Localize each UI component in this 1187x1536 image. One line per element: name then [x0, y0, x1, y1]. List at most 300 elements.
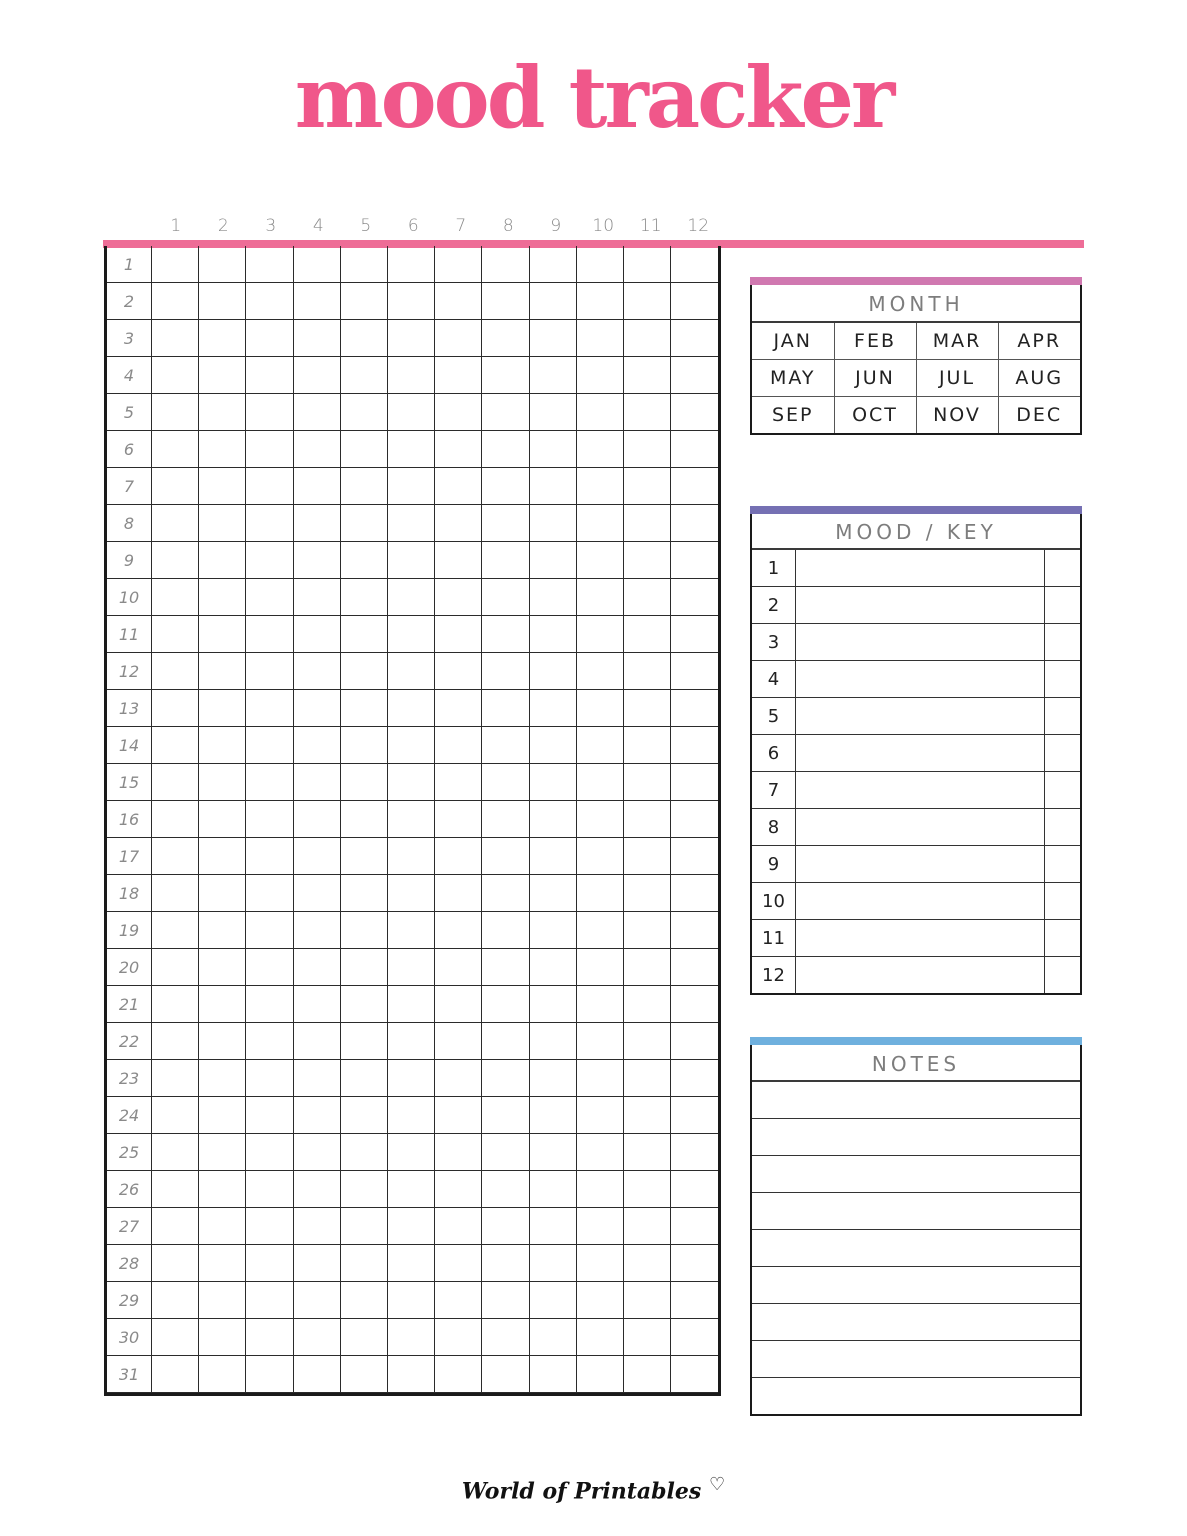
mood-cell[interactable] — [482, 357, 529, 394]
mood-cell[interactable] — [152, 1319, 199, 1356]
mood-cell[interactable] — [435, 764, 482, 801]
mood-key-description[interactable] — [796, 735, 1045, 772]
mood-cell[interactable] — [624, 394, 671, 431]
mood-cell[interactable] — [529, 431, 576, 468]
mood-cell[interactable] — [199, 579, 246, 616]
mood-cell[interactable] — [246, 801, 293, 838]
mood-cell[interactable] — [576, 986, 623, 1023]
mood-cell[interactable] — [435, 579, 482, 616]
mood-cell[interactable] — [482, 690, 529, 727]
mood-cell[interactable] — [152, 1245, 199, 1282]
mood-key-description[interactable] — [796, 846, 1045, 883]
mood-cell[interactable] — [435, 394, 482, 431]
mood-cell[interactable] — [152, 1134, 199, 1171]
mood-cell[interactable] — [152, 468, 199, 505]
mood-cell[interactable] — [482, 1171, 529, 1208]
mood-cell[interactable] — [152, 1060, 199, 1097]
mood-cell[interactable] — [435, 1023, 482, 1060]
mood-key-color-swatch[interactable] — [1045, 661, 1081, 698]
month-cell[interactable]: FEB — [834, 323, 916, 360]
mood-cell[interactable] — [340, 579, 387, 616]
mood-cell[interactable] — [199, 1134, 246, 1171]
mood-cell[interactable] — [624, 320, 671, 357]
mood-cell[interactable] — [199, 357, 246, 394]
mood-cell[interactable] — [152, 505, 199, 542]
month-cell[interactable]: DEC — [998, 397, 1080, 434]
mood-cell[interactable] — [671, 320, 718, 357]
mood-cell[interactable] — [246, 838, 293, 875]
mood-cell[interactable] — [199, 1171, 246, 1208]
mood-cell[interactable] — [435, 542, 482, 579]
mood-cell[interactable] — [388, 283, 435, 320]
mood-cell[interactable] — [246, 1171, 293, 1208]
mood-cell[interactable] — [529, 1282, 576, 1319]
mood-cell[interactable] — [435, 1097, 482, 1134]
mood-cell[interactable] — [529, 246, 576, 283]
mood-cell[interactable] — [671, 246, 718, 283]
mood-cell[interactable] — [482, 986, 529, 1023]
mood-key-description[interactable] — [796, 661, 1045, 698]
mood-cell[interactable] — [388, 653, 435, 690]
mood-cell[interactable] — [576, 1023, 623, 1060]
mood-cell[interactable] — [293, 394, 340, 431]
mood-cell[interactable] — [246, 986, 293, 1023]
mood-cell[interactable] — [246, 1282, 293, 1319]
mood-cell[interactable] — [152, 653, 199, 690]
mood-cell[interactable] — [152, 1097, 199, 1134]
mood-cell[interactable] — [340, 838, 387, 875]
mood-cell[interactable] — [340, 1060, 387, 1097]
mood-cell[interactable] — [529, 394, 576, 431]
mood-cell[interactable] — [340, 431, 387, 468]
mood-cell[interactable] — [152, 579, 199, 616]
month-cell[interactable]: OCT — [834, 397, 916, 434]
mood-cell[interactable] — [388, 431, 435, 468]
mood-cell[interactable] — [388, 949, 435, 986]
mood-cell[interactable] — [576, 1356, 623, 1393]
mood-cell[interactable] — [671, 1097, 718, 1134]
mood-cell[interactable] — [293, 986, 340, 1023]
mood-key-color-swatch[interactable] — [1045, 772, 1081, 809]
mood-cell[interactable] — [529, 986, 576, 1023]
mood-cell[interactable] — [199, 616, 246, 653]
mood-cell[interactable] — [246, 1134, 293, 1171]
mood-key-color-swatch[interactable] — [1045, 624, 1081, 661]
mood-cell[interactable] — [199, 1060, 246, 1097]
mood-cell[interactable] — [340, 727, 387, 764]
mood-cell[interactable] — [624, 505, 671, 542]
mood-cell[interactable] — [246, 653, 293, 690]
mood-cell[interactable] — [624, 357, 671, 394]
mood-cell[interactable] — [388, 468, 435, 505]
mood-cell[interactable] — [624, 1208, 671, 1245]
mood-cell[interactable] — [671, 1134, 718, 1171]
mood-cell[interactable] — [246, 431, 293, 468]
mood-cell[interactable] — [199, 394, 246, 431]
mood-cell[interactable] — [671, 986, 718, 1023]
mood-cell[interactable] — [199, 1282, 246, 1319]
mood-cell[interactable] — [293, 357, 340, 394]
mood-cell[interactable] — [435, 1208, 482, 1245]
mood-cell[interactable] — [152, 1023, 199, 1060]
mood-cell[interactable] — [529, 1134, 576, 1171]
notes-line[interactable] — [752, 1082, 1080, 1118]
mood-cell[interactable] — [340, 394, 387, 431]
month-cell[interactable]: AUG — [998, 360, 1080, 397]
mood-cell[interactable] — [624, 1060, 671, 1097]
mood-cell[interactable] — [340, 1097, 387, 1134]
month-cell[interactable]: MAY — [752, 360, 834, 397]
mood-key-description[interactable] — [796, 624, 1045, 661]
notes-line[interactable] — [752, 1118, 1080, 1155]
mood-cell[interactable] — [671, 727, 718, 764]
mood-cell[interactable] — [388, 542, 435, 579]
mood-cell[interactable] — [671, 875, 718, 912]
mood-cell[interactable] — [624, 764, 671, 801]
mood-cell[interactable] — [199, 283, 246, 320]
mood-cell[interactable] — [482, 875, 529, 912]
mood-cell[interactable] — [152, 1282, 199, 1319]
mood-cell[interactable] — [152, 320, 199, 357]
mood-cell[interactable] — [293, 542, 340, 579]
mood-cell[interactable] — [435, 875, 482, 912]
mood-cell[interactable] — [482, 1356, 529, 1393]
mood-cell[interactable] — [482, 949, 529, 986]
mood-cell[interactable] — [293, 1282, 340, 1319]
mood-cell[interactable] — [435, 1356, 482, 1393]
mood-cell[interactable] — [529, 542, 576, 579]
mood-cell[interactable] — [529, 1023, 576, 1060]
mood-cell[interactable] — [624, 875, 671, 912]
mood-cell[interactable] — [199, 1208, 246, 1245]
mood-cell[interactable] — [435, 357, 482, 394]
mood-cell[interactable] — [246, 616, 293, 653]
mood-cell[interactable] — [388, 690, 435, 727]
mood-cell[interactable] — [671, 1245, 718, 1282]
mood-cell[interactable] — [152, 986, 199, 1023]
mood-cell[interactable] — [340, 542, 387, 579]
mood-cell[interactable] — [482, 912, 529, 949]
mood-cell[interactable] — [246, 764, 293, 801]
mood-cell[interactable] — [199, 1097, 246, 1134]
mood-cell[interactable] — [293, 468, 340, 505]
mood-cell[interactable] — [340, 283, 387, 320]
mood-cell[interactable] — [199, 542, 246, 579]
mood-cell[interactable] — [293, 320, 340, 357]
mood-cell[interactable] — [482, 764, 529, 801]
mood-cell[interactable] — [340, 690, 387, 727]
mood-cell[interactable] — [671, 616, 718, 653]
mood-cell[interactable] — [529, 912, 576, 949]
mood-cell[interactable] — [246, 690, 293, 727]
mood-cell[interactable] — [293, 616, 340, 653]
mood-cell[interactable] — [293, 912, 340, 949]
mood-cell[interactable] — [576, 1245, 623, 1282]
mood-cell[interactable] — [340, 1245, 387, 1282]
mood-key-color-swatch[interactable] — [1045, 550, 1081, 587]
mood-cell[interactable] — [671, 505, 718, 542]
month-cell[interactable]: APR — [998, 323, 1080, 360]
mood-cell[interactable] — [576, 283, 623, 320]
mood-cell[interactable] — [340, 764, 387, 801]
mood-cell[interactable] — [152, 838, 199, 875]
mood-cell[interactable] — [435, 801, 482, 838]
mood-cell[interactable] — [293, 690, 340, 727]
mood-cell[interactable] — [340, 616, 387, 653]
mood-cell[interactable] — [671, 1319, 718, 1356]
mood-cell[interactable] — [671, 542, 718, 579]
month-cell[interactable]: JUN — [834, 360, 916, 397]
mood-cell[interactable] — [624, 1356, 671, 1393]
mood-cell[interactable] — [435, 912, 482, 949]
mood-cell[interactable] — [388, 764, 435, 801]
mood-cell[interactable] — [246, 727, 293, 764]
mood-key-description[interactable] — [796, 883, 1045, 920]
mood-cell[interactable] — [340, 505, 387, 542]
mood-cell[interactable] — [435, 1245, 482, 1282]
mood-cell[interactable] — [388, 616, 435, 653]
mood-cell[interactable] — [340, 357, 387, 394]
mood-cell[interactable] — [388, 1282, 435, 1319]
mood-cell[interactable] — [435, 505, 482, 542]
mood-cell[interactable] — [340, 986, 387, 1023]
mood-cell[interactable] — [576, 616, 623, 653]
mood-cell[interactable] — [293, 246, 340, 283]
mood-cell[interactable] — [388, 838, 435, 875]
mood-cell[interactable] — [293, 1245, 340, 1282]
mood-cell[interactable] — [293, 875, 340, 912]
mood-cell[interactable] — [293, 764, 340, 801]
mood-cell[interactable] — [246, 1245, 293, 1282]
mood-cell[interactable] — [435, 1282, 482, 1319]
mood-cell[interactable] — [246, 579, 293, 616]
mood-cell[interactable] — [576, 727, 623, 764]
mood-key-color-swatch[interactable] — [1045, 920, 1081, 957]
mood-cell[interactable] — [246, 949, 293, 986]
month-cell[interactable]: JAN — [752, 323, 834, 360]
mood-cell[interactable] — [340, 468, 387, 505]
mood-key-color-swatch[interactable] — [1045, 957, 1081, 994]
mood-cell[interactable] — [435, 1134, 482, 1171]
mood-cell[interactable] — [435, 986, 482, 1023]
mood-cell[interactable] — [576, 1060, 623, 1097]
mood-cell[interactable] — [624, 838, 671, 875]
mood-cell[interactable] — [671, 1282, 718, 1319]
mood-cell[interactable] — [388, 1134, 435, 1171]
mood-cell[interactable] — [671, 468, 718, 505]
mood-cell[interactable] — [529, 875, 576, 912]
mood-cell[interactable] — [576, 653, 623, 690]
mood-cell[interactable] — [293, 1060, 340, 1097]
mood-cell[interactable] — [293, 801, 340, 838]
mood-cell[interactable] — [340, 1356, 387, 1393]
mood-cell[interactable] — [624, 690, 671, 727]
mood-cell[interactable] — [340, 1171, 387, 1208]
mood-cell[interactable] — [482, 1245, 529, 1282]
mood-cell[interactable] — [671, 1171, 718, 1208]
mood-cell[interactable] — [152, 727, 199, 764]
mood-cell[interactable] — [199, 764, 246, 801]
mood-cell[interactable] — [293, 579, 340, 616]
mood-cell[interactable] — [340, 246, 387, 283]
mood-cell[interactable] — [576, 394, 623, 431]
mood-cell[interactable] — [576, 875, 623, 912]
mood-cell[interactable] — [624, 801, 671, 838]
mood-cell[interactable] — [388, 320, 435, 357]
mood-cell[interactable] — [435, 1319, 482, 1356]
notes-line[interactable] — [752, 1229, 1080, 1266]
mood-cell[interactable] — [199, 912, 246, 949]
mood-cell[interactable] — [482, 505, 529, 542]
mood-cell[interactable] — [671, 1356, 718, 1393]
mood-cell[interactable] — [576, 838, 623, 875]
mood-cell[interactable] — [199, 838, 246, 875]
mood-cell[interactable] — [340, 801, 387, 838]
mood-cell[interactable] — [388, 394, 435, 431]
mood-cell[interactable] — [199, 949, 246, 986]
mood-cell[interactable] — [671, 431, 718, 468]
mood-cell[interactable] — [624, 468, 671, 505]
mood-key-description[interactable] — [796, 772, 1045, 809]
mood-cell[interactable] — [435, 653, 482, 690]
mood-cell[interactable] — [529, 579, 576, 616]
mood-cell[interactable] — [388, 986, 435, 1023]
mood-cell[interactable] — [576, 468, 623, 505]
mood-cell[interactable] — [388, 246, 435, 283]
mood-cell[interactable] — [388, 912, 435, 949]
mood-key-description[interactable] — [796, 587, 1045, 624]
mood-cell[interactable] — [576, 1097, 623, 1134]
mood-cell[interactable] — [293, 838, 340, 875]
mood-cell[interactable] — [576, 246, 623, 283]
mood-cell[interactable] — [152, 690, 199, 727]
mood-cell[interactable] — [529, 468, 576, 505]
mood-cell[interactable] — [199, 727, 246, 764]
mood-cell[interactable] — [152, 801, 199, 838]
mood-cell[interactable] — [293, 1134, 340, 1171]
mood-key-color-swatch[interactable] — [1045, 735, 1081, 772]
month-cell[interactable]: JUL — [916, 360, 998, 397]
mood-cell[interactable] — [624, 653, 671, 690]
mood-cell[interactable] — [435, 1060, 482, 1097]
mood-cell[interactable] — [435, 616, 482, 653]
mood-cell[interactable] — [293, 1356, 340, 1393]
mood-cell[interactable] — [199, 246, 246, 283]
mood-cell[interactable] — [388, 1356, 435, 1393]
mood-cell[interactable] — [340, 1023, 387, 1060]
mood-cell[interactable] — [624, 727, 671, 764]
mood-cell[interactable] — [624, 1097, 671, 1134]
mood-cell[interactable] — [199, 690, 246, 727]
mood-cell[interactable] — [388, 1171, 435, 1208]
mood-cell[interactable] — [293, 1023, 340, 1060]
mood-cell[interactable] — [576, 949, 623, 986]
mood-cell[interactable] — [482, 542, 529, 579]
mood-cell[interactable] — [340, 949, 387, 986]
mood-cell[interactable] — [435, 468, 482, 505]
mood-cell[interactable] — [576, 764, 623, 801]
mood-cell[interactable] — [624, 542, 671, 579]
notes-line[interactable] — [752, 1266, 1080, 1303]
mood-cell[interactable] — [624, 912, 671, 949]
mood-cell[interactable] — [482, 1134, 529, 1171]
mood-cell[interactable] — [199, 1245, 246, 1282]
mood-cell[interactable] — [152, 1171, 199, 1208]
mood-cell[interactable] — [199, 320, 246, 357]
mood-cell[interactable] — [529, 949, 576, 986]
mood-cell[interactable] — [199, 1319, 246, 1356]
mood-cell[interactable] — [152, 1356, 199, 1393]
mood-cell[interactable] — [482, 1060, 529, 1097]
mood-cell[interactable] — [199, 653, 246, 690]
mood-cell[interactable] — [435, 690, 482, 727]
mood-cell[interactable] — [624, 1171, 671, 1208]
notes-line[interactable] — [752, 1377, 1080, 1414]
mood-cell[interactable] — [529, 1356, 576, 1393]
mood-cell[interactable] — [482, 838, 529, 875]
mood-cell[interactable] — [152, 912, 199, 949]
mood-cell[interactable] — [152, 875, 199, 912]
mood-cell[interactable] — [199, 431, 246, 468]
mood-cell[interactable] — [199, 505, 246, 542]
mood-cell[interactable] — [152, 283, 199, 320]
mood-cell[interactable] — [576, 690, 623, 727]
mood-cell[interactable] — [624, 1282, 671, 1319]
mood-cell[interactable] — [152, 616, 199, 653]
mood-cell[interactable] — [671, 283, 718, 320]
mood-cell[interactable] — [482, 431, 529, 468]
mood-cell[interactable] — [576, 505, 623, 542]
mood-cell[interactable] — [435, 431, 482, 468]
mood-cell[interactable] — [671, 394, 718, 431]
mood-cell[interactable] — [482, 1208, 529, 1245]
mood-cell[interactable] — [529, 1208, 576, 1245]
mood-cell[interactable] — [340, 653, 387, 690]
mood-cell[interactable] — [624, 949, 671, 986]
mood-cell[interactable] — [624, 986, 671, 1023]
mood-cell[interactable] — [246, 468, 293, 505]
mood-cell[interactable] — [246, 1319, 293, 1356]
mood-cell[interactable] — [293, 727, 340, 764]
mood-cell[interactable] — [482, 468, 529, 505]
mood-cell[interactable] — [293, 1319, 340, 1356]
mood-cell[interactable] — [340, 1282, 387, 1319]
mood-cell[interactable] — [246, 505, 293, 542]
mood-cell[interactable] — [576, 1134, 623, 1171]
mood-cell[interactable] — [624, 431, 671, 468]
mood-cell[interactable] — [293, 653, 340, 690]
mood-cell[interactable] — [624, 579, 671, 616]
mood-cell[interactable] — [246, 394, 293, 431]
mood-cell[interactable] — [529, 616, 576, 653]
mood-cell[interactable] — [152, 431, 199, 468]
mood-cell[interactable] — [529, 1245, 576, 1282]
mood-cell[interactable] — [529, 283, 576, 320]
mood-cell[interactable] — [482, 1319, 529, 1356]
mood-cell[interactable] — [671, 579, 718, 616]
mood-cell[interactable] — [152, 764, 199, 801]
mood-cell[interactable] — [293, 1171, 340, 1208]
mood-cell[interactable] — [671, 1208, 718, 1245]
mood-cell[interactable] — [199, 1023, 246, 1060]
mood-cell[interactable] — [246, 283, 293, 320]
mood-cell[interactable] — [671, 357, 718, 394]
mood-cell[interactable] — [529, 1319, 576, 1356]
mood-key-description[interactable] — [796, 550, 1045, 587]
mood-cell[interactable] — [293, 505, 340, 542]
mood-cell[interactable] — [246, 320, 293, 357]
mood-cell[interactable] — [340, 1319, 387, 1356]
